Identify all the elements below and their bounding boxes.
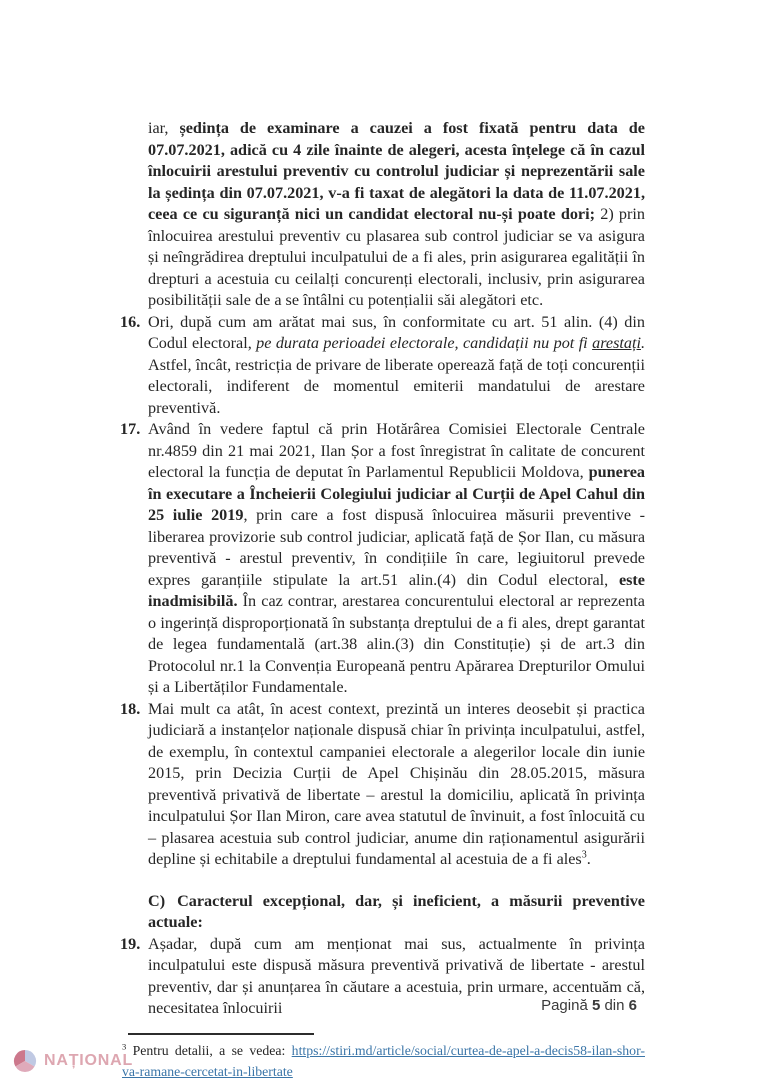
section-heading-text: Caracterul excepțional, dar, și ineficient, a măsurii preventive actuale: [148,891,645,931]
item-number: 16. [120,312,141,331]
item-text: Ori, după cum am arătat mai sus, în conformitate cu art. 51 alin. (4) din Codul electoral, pe durata perioadei electorale, candidații nu pot fi arestați. Astfel, încât, restricția de privare de liberate operează față de toți concurenții electorali, indiferent de momentul emiterii mandatului de arestare preventivă. [148,312,646,417]
page-footer: Pagină 5 din 6 [541,997,637,1014]
list-item-16 [120,312,646,420]
list-item-17 [120,419,646,699]
item-number: 18. [120,699,141,718]
list-item-18 [120,699,645,871]
section-heading-c [148,891,645,934]
footnote: $^3$ Pentru detalii, a se vedea: https://stiri.md/article/social/curtea-de-apel-a-decis58-ilan-shor-va-ramane-cercetat-in-libertate [122,1040,645,1079]
paragraph-continuation: iar, ședința de examinare a cauzei a fost fixată pentru data de 07.07.2021, adică cu 4 zile înainte de alegeri, acesta înțelege că în cazul înlocuirii arestului preventiv cu controlul judiciar și neprezentării sale la ședința din 07.07.2021, v-a fi taxat de alegători la data de 11.07.2021, ceea ce cu siguranță nici un candidat electoral nu-și poate dori; 2) prin înlocuirea arestului preventiv cu plasarea sub control judiciar se va asigura și neîngrădirea dreptului inculpatului de a fi ales, prin asigurarea egalității în drepturi a acestuia cu ceilalți concurenți electorali, inclusiv, prin asigurarea posibilității sale de a se întâlni cu potențialii săi alegători etc. [148,119,646,309]
document-body [0,118,764,1080]
national-logo [13,1049,133,1073]
item-text: Având în vedere faptul că prin Hotărârea Comisiei Electorale Centrale nr.4859 din 21 mai 2021, Ilan Șor a fost înregistrat în calitate de concurent electoral la funcția de deputat în Parlamentul Republicii Moldova, punerea în executare a Încheierii Colegiului judiciar al Curții de Apel Cahul din 25 iulie 2019, prin care a fost dispusă înlocuirea măsurii preventive - liberarea provizorie sub control judiciar, aplicată față de Șor Ilan, cu măsura preventivă - arestul preventiv, în condițiile în care, legiuitorul prevede expres garanțiile stipulate la art.51 alin.(4) din Codul electoral, este inadmisibilă. În caz contrar, arestarea concurentului electoral ar reprezenta o ingerință disproporționată în substanța dreptului de a fi ales, drept garantat de legea fundamentală (art.38 alin.(3) din Constituție) și de art.3 din Protocolul nr.1 la Convenția Europeană pentru Apărarea Drepturilor Omului și a Libertăților Fundamentale. [148,420,646,696]
item-text: Mai mult ca atât, în acest context, prezintă un interes deosebit și practica judiciară a instanțelor naționale dispusă chiar în privința inculpatului, astfel, de exemplu, în contextul campaniei electorale a alegerilor locale din iunie 2015, prin Decizia Curții de Apel Chișinău din 28.05.2015, măsura preventivă privativă de libertate – arestul la domiciliu, aplicată în privința inculpatului Șor Ilan Miron, care avea statutul de învinuit, a fost înlocuită cu – plasarea acestuia sub control judiciar, anume din raționamentul asigurării depline și echitabile a dreptului fundamental al acestuia de a fi ales$^3$. [148,699,645,868]
footnote-link[interactable]: https://stiri.md/article/social/curtea-de-apel-a-decis58-ilan-shor-va-ramane-cercetat-in-libertate [122,1042,645,1079]
footnote-separator [128,1033,314,1035]
pinwheel-icon [13,1049,37,1073]
item-number: 17. [120,420,141,438]
brand-name: NAȚIONAL [44,1052,134,1069]
section-heading-prefix: C) [148,891,166,910]
item-text: Așadar, după cum am menționat mai sus, actualmente în privința inculpatului este dispusă măsura preventivă privativă de libertate - arestul preventiv, dar și anunțarea în căutare a acestuia, prin urmare, accentuăm că, necesitatea înlocuirii [148,934,645,1017]
item-number: 19. [120,934,141,953]
